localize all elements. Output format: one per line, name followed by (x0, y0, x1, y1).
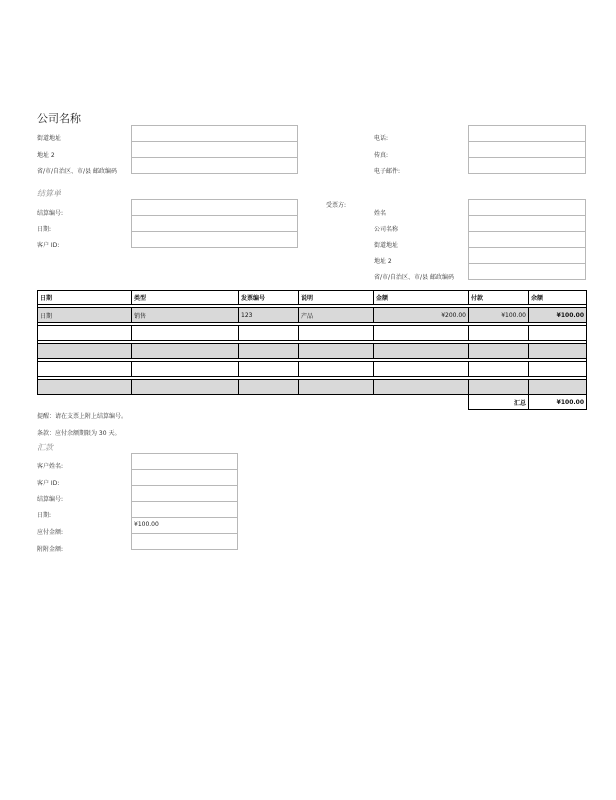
reminder-note: 提醒：请在支票上附上结算编号。 (37, 413, 128, 420)
header-date: 日期 (38, 291, 132, 305)
address2-label: 地址 2 (37, 152, 55, 159)
bill-to-company-field[interactable] (468, 215, 586, 232)
address2-field[interactable] (131, 141, 298, 158)
city-zip-label: 省/市/自治区、市/县 邮政编码 (37, 168, 117, 175)
cell-type[interactable]: 销售 (132, 308, 239, 323)
cell-description[interactable] (299, 380, 374, 395)
phone-label: 电话: (374, 135, 389, 142)
cell-date[interactable] (38, 380, 132, 395)
cell-payment[interactable] (469, 362, 529, 377)
bill-to-name-label: 姓名 (374, 210, 387, 217)
cell-payment[interactable] (469, 344, 529, 359)
company-contact-fields (468, 125, 586, 174)
terms-note: 条款：应付余额期限为 30 天。 (37, 430, 121, 437)
email-label: 电子邮件: (374, 168, 401, 175)
header-type: 类型 (132, 291, 239, 305)
cell-date[interactable]: 日期 (38, 308, 132, 323)
cell-amount[interactable]: ¥200.00 (374, 308, 469, 323)
cell-invoice-number[interactable]: 123 (239, 308, 299, 323)
company-name: 公司名称 (37, 112, 81, 125)
street-address-field[interactable] (131, 125, 298, 142)
statement-date-label: 日期: (37, 226, 52, 233)
cell-date[interactable] (38, 362, 132, 377)
cell-balance (529, 362, 587, 377)
cell-balance (529, 326, 587, 341)
bill-to-city-zip-field[interactable] (468, 263, 586, 280)
table-row (38, 326, 587, 341)
cell-amount[interactable] (374, 380, 469, 395)
cell-invoice-number[interactable] (239, 362, 299, 377)
bill-to-address2-label: 地址 2 (374, 258, 392, 265)
remit-amount-due-field[interactable]: ¥100.00 (131, 517, 238, 534)
table-row (38, 344, 587, 359)
total-spacer (38, 395, 469, 410)
bill-to-company-label: 公司名称 (374, 226, 399, 233)
statement-number-field[interactable] (131, 199, 298, 216)
cell-description[interactable]: 产品 (299, 308, 374, 323)
cell-balance (529, 380, 587, 395)
statement-table (37, 290, 587, 410)
cell-type[interactable] (132, 344, 239, 359)
cell-type[interactable] (132, 362, 239, 377)
header-amount: 金额 (374, 291, 469, 305)
cell-description[interactable] (299, 362, 374, 377)
remit-amount-due-label: 应付金额: (37, 529, 64, 536)
statement-date-field[interactable] (131, 215, 298, 232)
cell-payment[interactable] (469, 380, 529, 395)
bill-to-street-label: 街道地址 (374, 242, 399, 249)
remit-statement-number-label: 结算编号: (37, 496, 64, 503)
remittance-fields (131, 453, 238, 550)
cell-amount[interactable] (374, 362, 469, 377)
remittance-section-title: 汇款 (37, 443, 53, 452)
bill-to-name-field[interactable] (468, 199, 586, 216)
remit-amount-enclosed-field[interactable] (131, 533, 238, 550)
header-invoice-number: 发票编号 (239, 291, 299, 305)
bill-to-fields (468, 199, 586, 280)
cell-amount[interactable] (374, 326, 469, 341)
company-address-fields (131, 125, 298, 174)
remit-date-label: 日期: (37, 512, 52, 519)
remit-customer-id-label: 客户 ID: (37, 480, 60, 487)
statement-info-fields (131, 199, 298, 248)
remit-amount-enclosed-label: 附附金额: (37, 546, 64, 553)
statement-section-title: 结算单 (37, 189, 61, 198)
remit-customer-name-label: 客户姓名: (37, 463, 64, 470)
customer-id-field[interactable] (131, 231, 298, 248)
remit-statement-number-field[interactable] (131, 485, 238, 502)
cell-invoice-number[interactable] (239, 380, 299, 395)
street-address-label: 街道地址 (37, 135, 62, 142)
cell-payment[interactable]: ¥100.00 (469, 308, 529, 323)
bill-to-street-field[interactable] (468, 231, 586, 248)
cell-type[interactable] (132, 326, 239, 341)
cell-balance (529, 344, 587, 359)
table-row (38, 362, 587, 377)
cell-invoice-number[interactable] (239, 344, 299, 359)
header-description: 说明 (299, 291, 374, 305)
email-field[interactable] (468, 157, 586, 174)
table-header-row (38, 291, 587, 305)
table-row (38, 380, 587, 395)
customer-id-label: 客户 ID: (37, 242, 60, 249)
bill-to-label: 受票方: (326, 202, 347, 209)
header-payment: 付款 (469, 291, 529, 305)
remit-customer-name-field[interactable] (131, 453, 238, 470)
bill-to-city-zip-label: 省/市/自治区、市/县 邮政编码 (374, 274, 454, 281)
cell-description[interactable] (299, 344, 374, 359)
cell-date[interactable] (38, 326, 132, 341)
bill-to-address2-field[interactable] (468, 247, 586, 264)
fax-field[interactable] (468, 141, 586, 158)
statement-number-label: 结算编号: (37, 210, 64, 217)
cell-payment[interactable] (469, 326, 529, 341)
table-row (38, 308, 587, 323)
phone-field[interactable] (468, 125, 586, 142)
cell-invoice-number[interactable] (239, 326, 299, 341)
cell-description[interactable] (299, 326, 374, 341)
cell-type[interactable] (132, 380, 239, 395)
cell-amount[interactable] (374, 344, 469, 359)
city-zip-field[interactable] (131, 157, 298, 174)
cell-balance: ¥100.00 (529, 308, 587, 323)
table-total-row (38, 395, 587, 410)
remit-customer-id-field[interactable] (131, 469, 238, 486)
cell-date[interactable] (38, 344, 132, 359)
fax-label: 传真: (374, 152, 389, 159)
remit-date-field[interactable] (131, 501, 238, 518)
total-value: ¥100.00 (529, 395, 587, 410)
header-balance: 余额 (529, 291, 587, 305)
total-label: 汇总 (469, 395, 529, 410)
